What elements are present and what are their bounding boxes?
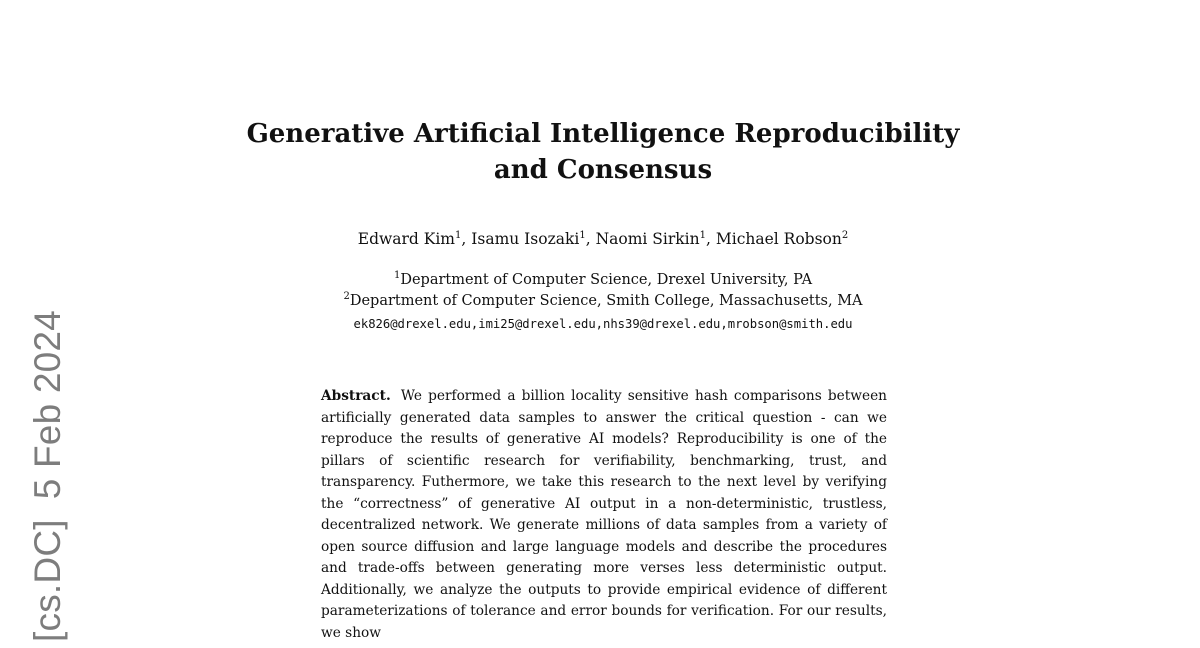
author-affil-mark: 2	[841, 230, 849, 241]
author-list	[200, 228, 1006, 250]
author-name: Edward Kim	[357, 230, 456, 248]
author-separator: ,	[706, 230, 716, 248]
author-name: Michael Robson	[715, 230, 842, 248]
arxiv-date: 5 Feb 2024	[27, 310, 68, 500]
paper-title-line-2: and Consensus	[493, 155, 713, 185]
affiliation-text: Department of Computer Science, Smith College, Massachusetts, MA	[349, 293, 863, 309]
affiliation-number: 2	[343, 291, 350, 302]
paper-title	[200, 116, 1006, 188]
affiliation-1	[200, 270, 1006, 290]
affiliation-2	[200, 291, 1006, 311]
affiliation-text: Department of Computer Science, Drexel University, PA	[400, 272, 813, 288]
author-emails: ek826@drexel.edu,imi25@drexel.edu,nhs39@drexel.edu,mrobson@smith.edu	[353, 317, 853, 331]
abstract	[321, 386, 887, 644]
author-affil-mark: 1	[455, 230, 462, 241]
author-affil-mark: 1	[579, 230, 586, 241]
abstract-text: We performed a billion locality sensitive hash comparisons between artificially generated data samples to answer the critical question - can we reproduce the results of generative AI models? Reproducibility is one of the pillars of scientific research for verifiability, benchmarking, trust, and transparency. Futhermore, we take this research to the next level by verifying the “correctness” of generative AI output in a non-deterministic, trustless, decentralized network. We generate millions of data samples from a variety of open source diffusion and large language models and describe the procedures and trade-offs between generating more verses less deterministic output. Additionally, we analyze the outputs to provide empirical evidence of different parameterizations of tolerance and error bounds for verification. For our results, we show	[321, 388, 887, 641]
author-separator: ,	[585, 230, 596, 248]
author-separator: ,	[461, 230, 472, 248]
arxiv-identifier-stamp	[27, 310, 69, 642]
affiliation-number: 1	[393, 270, 401, 281]
author-name: Isamu Isozaki	[471, 230, 580, 248]
arxiv-category: [cs.DC]	[27, 519, 68, 642]
abstract-label: Abstract.	[321, 388, 391, 404]
author-affil-mark: 1	[699, 230, 706, 241]
author-name: Naomi Sirkin	[595, 230, 700, 248]
paper-title-line-1: Generative Artificial Intelligence Reproducibility	[246, 119, 960, 149]
